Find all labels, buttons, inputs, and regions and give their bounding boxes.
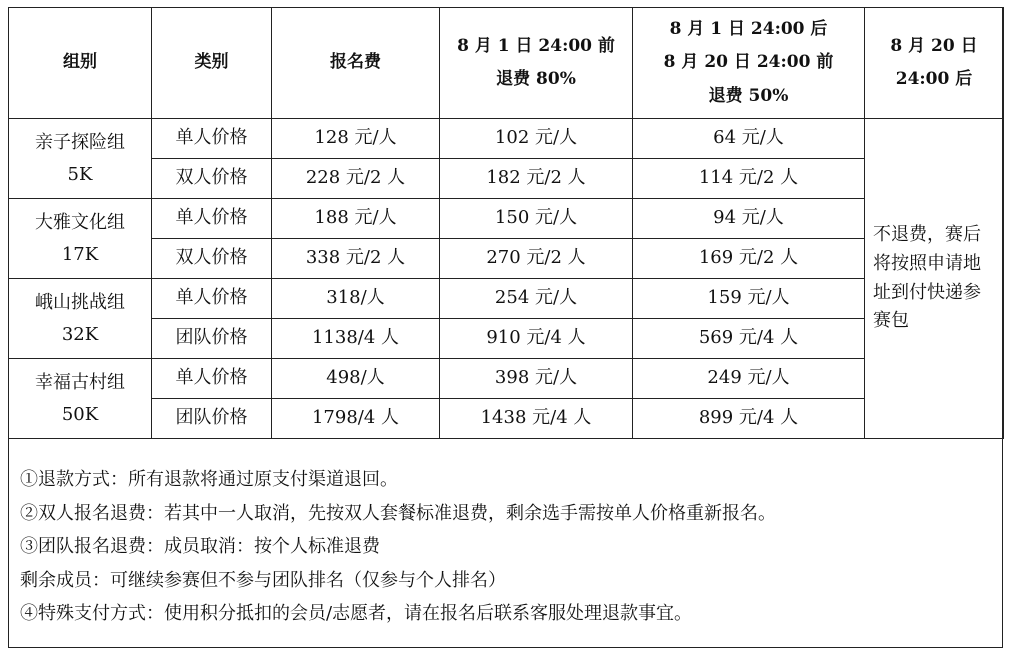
refund-50-cell: 899 元/4 人 — [633, 399, 865, 439]
refund-80-cell: 910 元/4 人 — [440, 319, 633, 359]
note-team-refund: ③团队报名退费：成员取消：按个人标准退费 — [20, 536, 380, 557]
table-row — [9, 239, 1004, 279]
price-type: 单人价格 — [152, 199, 272, 239]
note-pair-refund: ②双人报名退费：若其中一人取消，先按双人套餐标准退费，剩余选手需按单人价格重新报名。 — [20, 502, 776, 524]
header-group: 组别 — [9, 8, 152, 119]
refund-80-cell: 270 元/2 人 — [440, 239, 633, 279]
refund-50-cell: 94 元/人 — [633, 199, 865, 239]
refund-80-cell: 254 元/人 — [440, 279, 633, 319]
refund-80-cell: 150 元/人 — [440, 199, 633, 239]
refund-50-cell: 249 元/人 — [633, 359, 865, 399]
fee-cell: 1798/4 人 — [272, 399, 440, 439]
group-cell — [9, 359, 152, 439]
table-row — [9, 399, 1004, 439]
table-row — [9, 119, 1004, 159]
fee-cell: 128 元/人 — [272, 119, 440, 159]
price-type: 单人价格 — [152, 119, 272, 159]
group-cell — [9, 119, 152, 199]
header-fee: 报名费 — [272, 8, 440, 119]
header-refund-50 — [633, 8, 865, 119]
fee-cell: 1138/4 人 — [272, 319, 440, 359]
refund-notes — [20, 463, 990, 631]
header-refund-50-line2: 8 月 20 日 24:00 前 — [663, 52, 834, 73]
table-row — [9, 279, 1004, 319]
group-distance: 32K — [61, 323, 99, 345]
fee-cell: 228 元/2 人 — [272, 159, 440, 199]
group-name: 幸福古村组 — [35, 372, 125, 393]
header-refund-50-line3: 退费 50% — [708, 85, 789, 106]
table-row — [9, 319, 1004, 359]
price-type: 双人价格 — [152, 239, 272, 279]
table-row — [9, 159, 1004, 199]
price-type: 双人价格 — [152, 159, 272, 199]
header-after-aug20-line1: 8 月 20 日 — [890, 35, 978, 56]
refund-80-cell: 398 元/人 — [440, 359, 633, 399]
fee-refund-table — [8, 7, 1004, 439]
fee-cell: 318/人 — [272, 279, 440, 319]
refund-80-cell: 1438 元/4 人 — [440, 399, 633, 439]
header-row — [9, 8, 1004, 119]
price-type: 团队价格 — [152, 399, 272, 439]
fee-cell: 338 元/2 人 — [272, 239, 440, 279]
header-category: 类别 — [152, 8, 272, 119]
table-row — [9, 199, 1004, 239]
price-type: 单人价格 — [152, 359, 272, 399]
header-refund-50-line1: 8 月 1 日 24:00 后 — [669, 19, 828, 40]
refund-50-cell: 114 元/2 人 — [633, 159, 865, 199]
fee-cell: 188 元/人 — [272, 199, 440, 239]
group-cell — [9, 279, 152, 359]
header-after-aug20-line2: 24:00 后 — [895, 69, 973, 89]
no-refund-note: 不退费，赛后将按照申请地址到付快递参赛包 — [865, 119, 1004, 439]
refund-50-cell: 169 元/2 人 — [633, 239, 865, 279]
header-refund-80-line1: 8 月 1 日 24:00 前 — [457, 35, 615, 56]
price-type: 单人价格 — [152, 279, 272, 319]
fee-cell: 498/人 — [272, 359, 440, 399]
group-distance: 50K — [61, 403, 99, 425]
refund-50-cell: 569 元/4 人 — [633, 319, 865, 359]
note-refund-method: ①退款方式：所有退款将通过原支付渠道退回。 — [20, 469, 398, 490]
refund-50-cell: 64 元/人 — [633, 119, 865, 159]
refund-80-cell: 182 元/2 人 — [440, 159, 633, 199]
header-refund-80-line2: 退费 80% — [496, 69, 576, 89]
refund-50-cell: 159 元/人 — [633, 279, 865, 319]
refund-80-cell: 102 元/人 — [440, 119, 633, 159]
group-distance: 5K — [67, 163, 93, 185]
price-type: 团队价格 — [152, 319, 272, 359]
group-name: 峨山挑战组 — [35, 292, 125, 313]
note-special-payment: ④特殊支付方式：使用积分抵扣的会员/志愿者，请在报名后联系客服处理退款事宜。 — [20, 603, 693, 624]
group-distance: 17K — [61, 243, 99, 265]
group-name: 大雅文化组 — [35, 212, 125, 233]
header-after-aug20 — [865, 8, 1004, 119]
note-remaining-members: 剩余成员：可继续参赛但不参与团队排名（仅参与个人排名） — [20, 569, 506, 591]
group-cell — [9, 199, 152, 279]
group-name: 亲子探险组 — [35, 132, 125, 153]
header-refund-80 — [440, 8, 633, 119]
table-row — [9, 359, 1004, 399]
